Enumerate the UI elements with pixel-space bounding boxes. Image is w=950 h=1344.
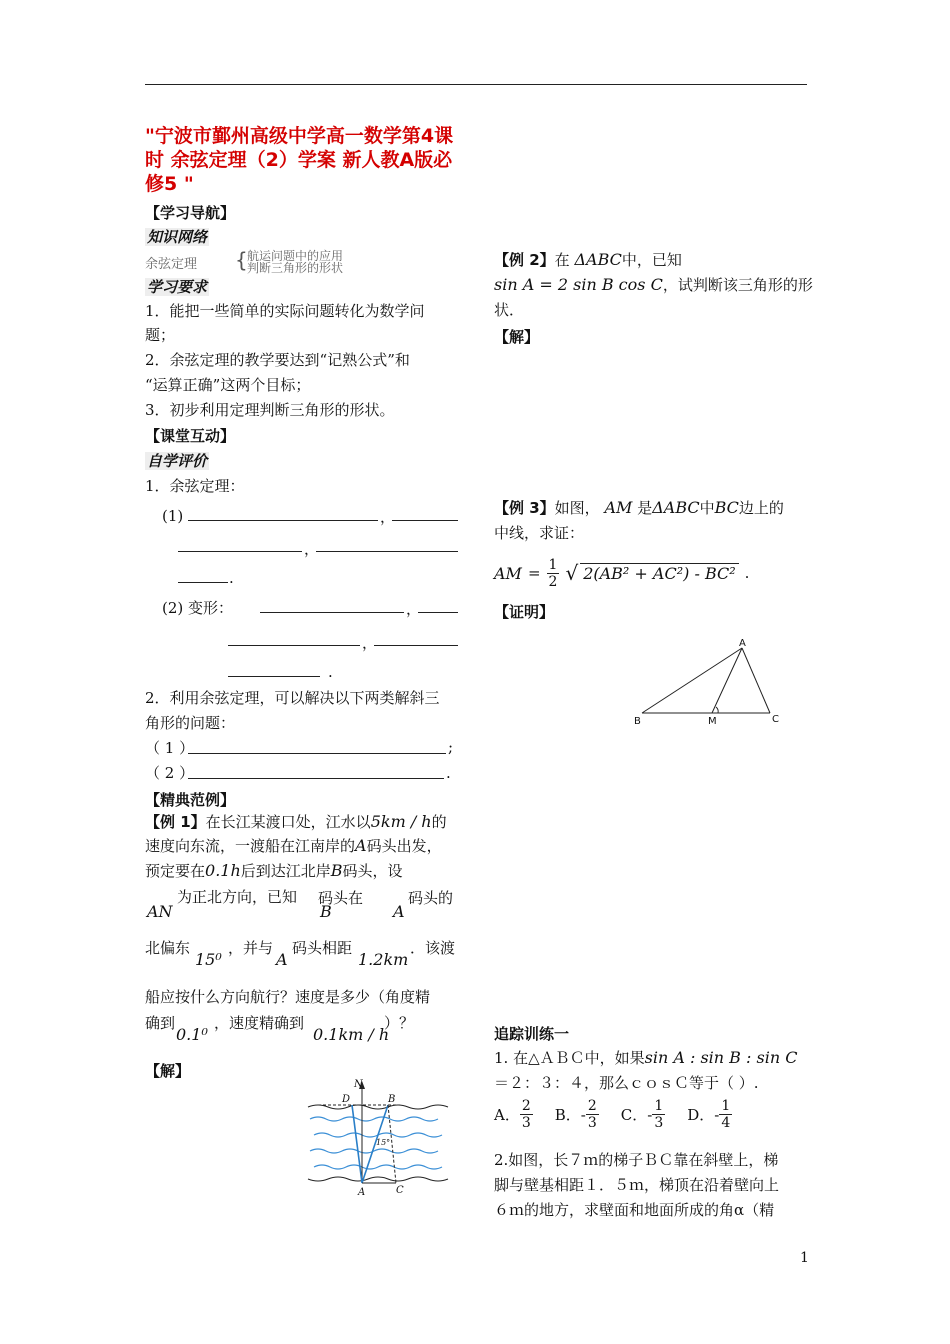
bc-symbol: BC <box>714 498 739 517</box>
numerator: 2 <box>521 1098 531 1114</box>
example-3-label: 【例 3】 <box>494 499 555 517</box>
label-angle: 15° <box>376 1138 391 1147</box>
knowledge-net-diagram <box>145 248 460 275</box>
radicand: 2(AB² + AC²) - BC² <box>580 563 738 583</box>
distance-value: 1.2km <box>358 950 409 969</box>
semicolon: ; <box>448 738 454 756</box>
text: 如图， <box>554 499 600 517</box>
requirement-1: 1．能把一些简单的实际问题转化为数学问 <box>145 302 425 320</box>
text: 速度向东流，一渡船在江南岸的 <box>145 837 356 855</box>
label-c: C <box>396 1185 404 1196</box>
answer-blank[interactable] <box>260 612 404 613</box>
answer-blank[interactable] <box>374 645 458 646</box>
track-2-line-3: ６ｍ的地方，求壁面和地面所成的角α（精 <box>494 1201 775 1219</box>
median-triangle-figure <box>630 636 790 726</box>
text: 1. 在△ＡＢＣ中，如果 <box>494 1049 645 1067</box>
page-number: 1 <box>800 1250 809 1266</box>
example-2-line-1 <box>494 248 682 272</box>
text: 是 <box>637 499 653 517</box>
period: . <box>229 569 234 587</box>
example-1-line-2 <box>145 834 442 858</box>
answer-blank[interactable] <box>392 520 458 521</box>
text: 码头出发， <box>366 837 442 855</box>
river-crossing-figure <box>300 1075 460 1200</box>
option-1-label: （ 1 ） <box>145 739 195 757</box>
text: 在长江某渡口处，江水以 <box>205 813 371 831</box>
blank-label-1: (1) <box>162 507 184 525</box>
comma: ， <box>380 508 396 526</box>
example-2-label: 【例 2】 <box>494 251 555 269</box>
label-m: M <box>708 716 717 726</box>
example-1-label: 【例 1】 <box>145 813 206 831</box>
numerator: 1 <box>721 1098 731 1114</box>
knowledge-net-heading: 知识网络 <box>147 228 208 246</box>
example-3-line-2: 中线，求证： <box>494 524 585 542</box>
period: . <box>328 663 333 681</box>
formula-equals: = <box>527 564 541 582</box>
point-a: A <box>355 836 367 855</box>
choice-b-label[interactable]: B．- <box>554 1106 586 1124</box>
track-1-line-2: ＝２：３：４，那么ｃｏｓＣ等于（ ）. <box>494 1074 759 1092</box>
point-b: B <box>320 902 332 921</box>
proof-label: 【证明】 <box>494 603 555 621</box>
numerator: 1 <box>654 1098 664 1114</box>
text: ）？ <box>384 1014 415 1032</box>
track-2-line-1: 2.如图，长７ｍ的梯子ＢＣ靠在斜壁上，梯 <box>494 1151 779 1169</box>
track-1-line-1 <box>494 1046 797 1070</box>
answer-blank[interactable] <box>228 645 360 646</box>
example-1-line-3 <box>145 859 403 883</box>
numerator: 2 <box>587 1098 597 1114</box>
requirement-1-cont: 题； <box>145 326 176 344</box>
choice-a-fraction <box>520 1098 533 1131</box>
fraction-half <box>547 557 560 590</box>
answer-blank[interactable] <box>418 612 458 613</box>
point-a: A <box>276 950 288 969</box>
example-1-line-1 <box>145 810 465 834</box>
answer-blank[interactable] <box>228 676 320 677</box>
speed-value: 5km / h <box>370 812 432 831</box>
solution-2-label: 【解】 <box>494 328 540 346</box>
blank-label-2: (2) 变形： <box>162 599 234 617</box>
denominator: 3 <box>587 1115 597 1131</box>
comma: ， <box>406 600 422 618</box>
example-1-line-6: 船应按什么方向航行？速度是多少（角度精 <box>145 988 431 1006</box>
question-2-cont: 角形的问题： <box>145 714 236 732</box>
text: 码头的 <box>408 889 454 907</box>
requirement-3: 3．初步利用定理判断三角形的形状。 <box>145 401 395 419</box>
answer-blank[interactable] <box>188 753 446 754</box>
option-2-label: （ 2 ） <box>145 764 195 782</box>
example-2-line-2 <box>494 273 813 297</box>
label-b: B <box>388 1094 396 1105</box>
sqrt-icon: √ <box>565 561 579 585</box>
text: ．该渡 <box>410 939 456 957</box>
an-symbol: AN <box>147 902 173 921</box>
text: 在 <box>554 251 570 269</box>
text: 预定要在 <box>145 862 206 880</box>
text: 为正北方向，已知 <box>177 888 298 906</box>
comma: ， <box>362 634 378 652</box>
answer-blank[interactable] <box>316 551 458 552</box>
class-heading: 【课堂互动】 <box>145 427 236 445</box>
am-symbol: AM <box>604 498 633 517</box>
point-b: B <box>330 861 343 880</box>
numerator: 1 <box>548 556 558 573</box>
text: 码头在 <box>318 889 364 907</box>
nav-heading: 【学习导航】 <box>145 204 236 222</box>
denominator: 4 <box>721 1115 731 1131</box>
text: ，速度精确到 <box>214 1014 305 1032</box>
answer-blank[interactable] <box>188 778 444 779</box>
requirement-2-cont: “运算正确”这两个目标； <box>145 376 311 394</box>
track-2-line-2: 脚与壁基相距１．５ｍ，梯顶在沿着壁向上 <box>494 1176 780 1194</box>
label-a: A <box>358 1187 366 1198</box>
net-item: 航运问题中的应用 <box>247 249 344 263</box>
answer-blank[interactable] <box>188 520 378 521</box>
question-2: 2．利用余弦定理，可以解决以下两类解斜三 <box>145 689 440 707</box>
triangle-abc: ΔABC <box>652 498 700 517</box>
text: 确到 <box>145 1014 176 1032</box>
examples-heading: 【精典范例】 <box>145 791 236 809</box>
header-rule <box>145 84 807 85</box>
text: ，并与 <box>228 939 274 957</box>
text: 码头，设 <box>342 862 403 880</box>
label-c: C <box>772 714 779 725</box>
choice-d-label[interactable]: D．- <box>687 1106 720 1124</box>
period: . <box>446 764 451 782</box>
tracking-heading: 追踪训练一 <box>494 1025 570 1043</box>
point-a: A <box>393 902 405 921</box>
answer-blank[interactable] <box>178 582 228 583</box>
text: 边上的 <box>738 499 784 517</box>
text: 码头相距 <box>292 939 353 957</box>
formula-lhs: AM <box>494 563 522 583</box>
choice-row <box>494 1098 732 1131</box>
formula-period: . <box>744 564 750 582</box>
label-a: A <box>739 638 746 649</box>
triangle-abc: ΔABC <box>574 250 622 269</box>
text: 北偏东 <box>145 939 191 957</box>
sine-ratio: sin A : sin B : sin C <box>644 1048 798 1067</box>
denominator: 2 <box>548 573 558 590</box>
example-2-line-3: 状． <box>494 301 525 319</box>
choice-c-label[interactable]: C．- <box>620 1106 653 1124</box>
comma: ， <box>304 540 320 558</box>
requirement-2: 2．余弦定理的教学要达到“记熟公式”和 <box>145 351 410 369</box>
answer-blank[interactable] <box>178 551 302 552</box>
choice-b-fraction <box>586 1098 599 1131</box>
time-value: 0.1h <box>205 861 241 880</box>
accuracy-speed: 0.1km / h <box>313 1025 390 1044</box>
label-d: D <box>342 1094 351 1105</box>
text: ，试判断该三角形的形 <box>662 276 813 294</box>
text: 后到达江北岸 <box>240 862 331 880</box>
north-bank <box>308 1105 448 1109</box>
net-item: 判断三角形的形状 <box>247 261 344 275</box>
equation: sin A = 2 sin B cos C <box>494 275 663 294</box>
median-formula <box>494 550 749 596</box>
text: 中 <box>699 499 715 517</box>
net-root: 余弦定理 <box>145 257 198 272</box>
denominator: 3 <box>521 1115 531 1131</box>
requirements-heading: 学习要求 <box>147 278 208 296</box>
south-bank <box>308 1177 448 1181</box>
question-1: 1．余弦定理： <box>145 477 245 495</box>
ad-line <box>352 1105 362 1183</box>
self-eval-heading: 自学评价 <box>147 452 208 470</box>
label-b: B <box>634 716 641 726</box>
text: 的 <box>431 813 447 831</box>
choice-d-fraction <box>719 1098 732 1131</box>
denominator: 3 <box>654 1115 664 1131</box>
solution-1-label: 【解】 <box>145 1062 191 1080</box>
choice-a-label[interactable]: A． <box>494 1106 520 1124</box>
example-3-line-1 <box>494 496 784 520</box>
brace-icon: { <box>235 248 248 272</box>
document-title: "宁波市鄞州高级中学高一数学第4课时 余弦定理（2）学案 新人教A版必修5 " <box>145 125 454 195</box>
accuracy-angle: 0.1⁰ <box>176 1025 208 1044</box>
choice-c-fraction <box>652 1098 665 1131</box>
angle-value: 15⁰ <box>195 950 222 969</box>
angle-arc <box>716 707 718 713</box>
text: 中，已知 <box>621 251 682 269</box>
label-n: N <box>354 1079 363 1090</box>
side-ac <box>742 648 770 713</box>
